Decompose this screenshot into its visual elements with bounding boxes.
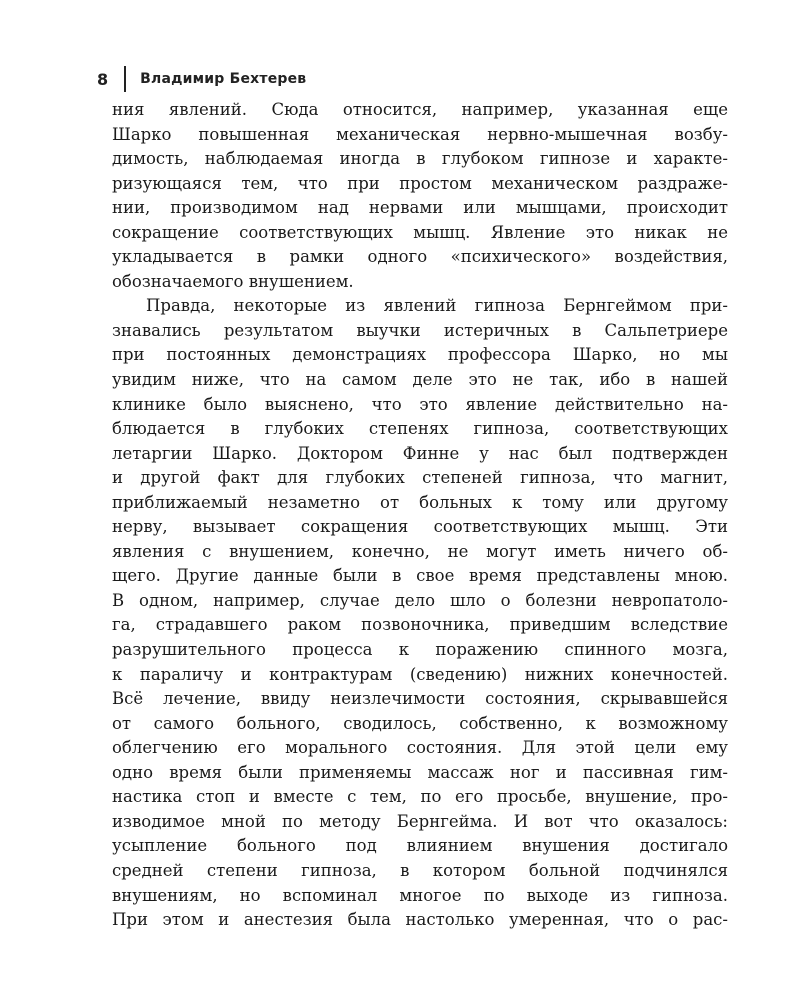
text-line: ризующаяся тем, что при простом механическом раздраже- bbox=[112, 173, 728, 193]
text-line: Шарко повышенная механическая нервно-мышечная возбу- bbox=[112, 124, 728, 144]
text-line: изводимое мной по методу Бернгейма. И вот что оказалось: bbox=[112, 811, 728, 831]
body-text bbox=[112, 98, 728, 933]
text-line: явления с внушением, конечно, не могут иметь ничего об- bbox=[112, 541, 728, 561]
text-line: нии, производимом над нервами или мышцами, происходит bbox=[112, 198, 728, 218]
text-line: укладывается в рамки одного «психического» воздействия, bbox=[112, 247, 728, 267]
page-number: 8 bbox=[97, 69, 109, 89]
text-line: при постоянных демонстрациях профессора Шарко, но мы bbox=[112, 345, 728, 365]
text-line: клинике было выяснено, что это явление действительно на- bbox=[112, 394, 728, 414]
text-line: внушениям, но вспоминал многое по выходе из гипноза. bbox=[112, 885, 728, 905]
text-line: знавались результатом выучки истеричных в Сальпетриере bbox=[112, 320, 728, 340]
text-line: разрушительного процесса к поражению спинного мозга, bbox=[112, 640, 728, 660]
text-line: приближаемый незаметно от больных к тому или другому bbox=[112, 492, 728, 512]
text-line: усыпление больного под влиянием внушения достигало bbox=[112, 836, 728, 856]
text-line: При этом и анестезия была настолько умеренная, что о рас- bbox=[112, 910, 728, 930]
text-line: га, страдавшего раком позвоночника, приведшим вследствие bbox=[112, 615, 728, 635]
text-line: Всё лечение, ввиду неизлечимости состояния, скрывавшейся bbox=[112, 689, 728, 709]
paragraph-2 bbox=[112, 294, 728, 932]
header-divider bbox=[124, 66, 126, 92]
running-head bbox=[97, 64, 306, 94]
text-line: щего. Другие данные были в свое время представлены мною. bbox=[112, 566, 728, 586]
paragraph-1 bbox=[112, 98, 728, 294]
text-line: увидим ниже, что на самом деле это не так, ибо в нашей bbox=[112, 370, 728, 390]
text-line: блюдается в глубоких степенях гипноза, соответствующих bbox=[112, 419, 728, 439]
text-line: к параличу и контрактурам (сведению) нижних конечностей. bbox=[112, 664, 728, 684]
text-line: сокращение соответствующих мышц. Явление это никак не bbox=[112, 222, 728, 242]
text-line: Правда, некоторые из явлений гипноза Бернгеймом при- bbox=[146, 296, 728, 316]
text-line: обозначаемого внушением. bbox=[112, 271, 354, 291]
text-line: димость, наблюдаемая иногда в глубоком гипнозе и характе- bbox=[112, 149, 728, 169]
text-line: летаргии Шарко. Доктором Финне у нас был подтвержден bbox=[112, 443, 728, 463]
text-line: настика стоп и вместе с тем, по его просьбе, внушение, про- bbox=[112, 787, 728, 807]
author-name: Владимир Бехтерев bbox=[140, 71, 307, 87]
text-line: облегчению его морального состояния. Для этой цели ему bbox=[112, 738, 728, 758]
text-line: В одном, например, случае дело шло о болезни невропатоло- bbox=[112, 590, 728, 610]
text-line: и другой факт для глубоких степеней гипноза, что магнит, bbox=[112, 468, 728, 488]
text-line: нерву, вызывает сокращения соответствующих мышц. Эти bbox=[112, 517, 728, 537]
text-line: средней степени гипноза, в котором больной подчинялся bbox=[112, 860, 728, 880]
text-line: одно время были применяемы массаж ног и пассивная гим- bbox=[112, 762, 728, 782]
text-line: ния явлений. Сюда относится, например, указанная еще bbox=[112, 100, 728, 119]
text-line: от самого больного, сводилось, собственно, к возможному bbox=[112, 713, 728, 733]
